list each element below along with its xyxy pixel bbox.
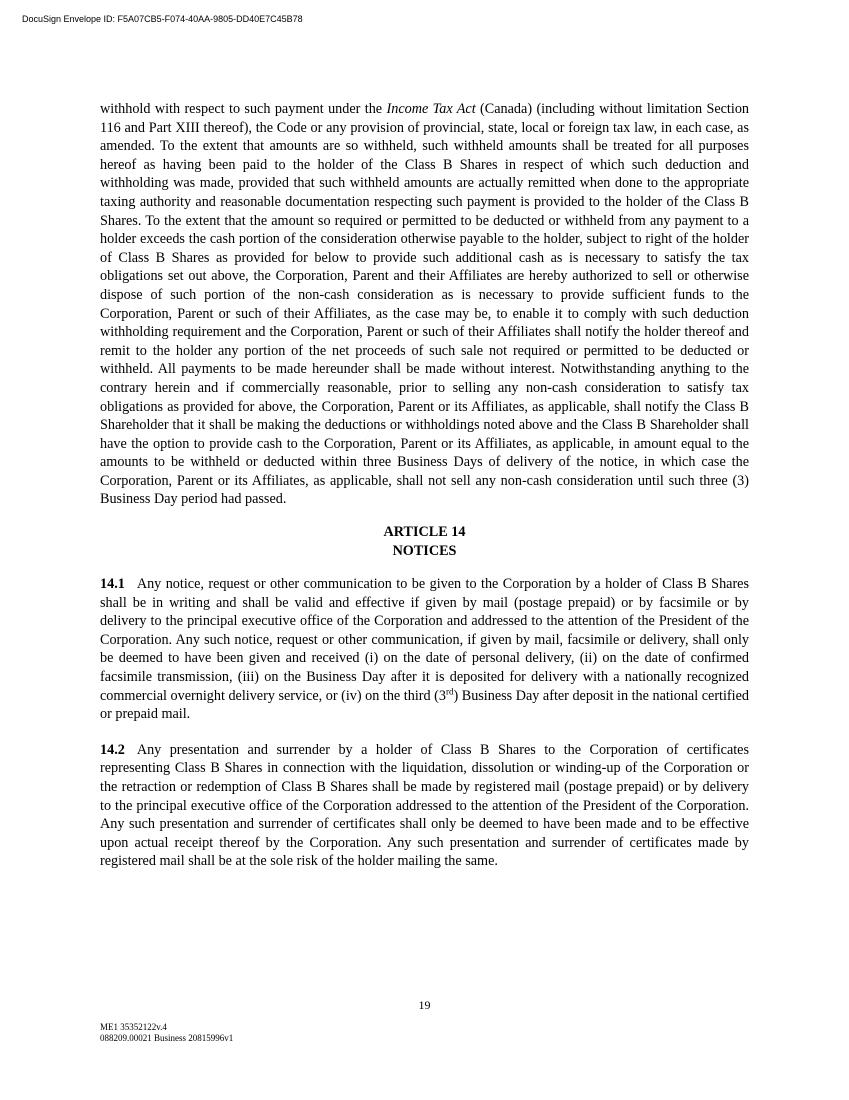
watermark: · · · · · · · · · · · · · · · · · · · · — [340, 406, 386, 484]
paragraph-text-rest: (Canada) (including without limitation Section 116 and Part XIII thereof), the Code or any provision of provincial, state, local or foreign tax law, in each case, as amended. To the extent that amounts are so withheld, such withheld amounts shall be treated for all purposes hereof as having been paid to the holder of the Class B Shares in respect of which such deduction and withholding was made, provided that such withheld amounts are actually remitted when done to the appropriate taxing authority and reasonable documentation respecting such payment is provided to the holder of the Class B Shares. To the extent that the amount so required or permitted to be deducted or withheld from any payment to a holder exceeds the cash portion of the consideration otherwise payable to the holder, subject to right of the holder of Class B Shares as provided for below to provide such additional cash as is necessary to satisfy the tax obligations set out above, the Corporation, Parent and their Affiliates are hereby authorized to sell or otherwise dispose of such portion of the non-cash consideration as is necessary to provide sufficient funds to the Corporation, Parent or such of their Affiliates, as the case may be, to enable it to comply with such deduction withholding requirement and the Corporation, Parent or such of their Affiliates shall notify the holder thereof and remit to the holder any portion of the net proceeds of such sale not required or permitted to be deducted or withheld. All payments to be made hereunder shall be made without interest. Notwithstanding anything to the contrary herein and if commercially reasonable, prior to selling any non-cash consideration to satisfy tax obligations as provided for above, the Corporation, Parent or its Affiliates, as applicable, shall notify the Class B Shareholder that it shall be making the deductions or withholdings noted above and the Class B Shareholder shall have the option to provide cash to the Corporation, Parent or its Affiliates, as applicable, in amount equal to the amounts to be withheld or deducted within three Business Days of delivery of the notice, in which case the Corporation, Parent or its Affiliates, as applicable, shall not sell any non-cash consideration until such three (3) Business Day period had passed. — [100, 101, 750, 508]
section-number: 14.1 — [100, 576, 125, 593]
doc-ref-1: ME1 35352122v.4 — [100, 1022, 167, 1032]
section-text: Any presentation and surrender by a holder of Class B Shares to the Corporation of certificates representing Class B Shares in connection with the liquidation, dissolution or winding-up of the Corporation or the retraction or redemption of Class B Shares shall be made by registered mail (postage prepaid) or by delivery to the principal executive office of the Corporation addressed to the attention of the President of the Corporation. Any such presentation and surrender of certificates shall only be deemed to have been made and to be effective upon actual receipt thereof by the Corporation. Any such presentation and surrender of certificates made by registered mail shall be at the sole risk of the holder mailing the same. — [100, 741, 749, 870]
document-body — [100, 100, 749, 871]
document-footer — [100, 1022, 233, 1044]
article-title: NOTICES — [392, 543, 457, 560]
article-number: ARTICLE 14 — [383, 524, 466, 541]
section-text: Any notice, request or other communication to be given to the Corporation by a holder of Class B Shares shall be in writing and shall be valid and effective if given by mail (postage prepaid) or by facsimile or by delivery to the principal executive office of the Corporation and addressed to the attention of the President of the Corporation. Any such notice, request or other communication, if given by mail, facsimile or delivery, shall only be deemed to have been given and received (i) on the date of personal delivery, (ii) on the date of confirmed facsimile transmission, (iii) on the Business Day after it is deposited for delivery with a nationally recognized commercial overnight delivery service, or (iv) on the third (3 — [100, 576, 749, 704]
paragraph-text-start: withhold with respect to such payment under the — [100, 101, 387, 117]
section-14-2 — [100, 741, 749, 871]
docusign-envelope-id: DocuSign Envelope ID: F5A07CB5-F074-40AA-9805-DD40E7C45B78 — [22, 14, 303, 24]
statute-title: Income Tax Act — [386, 101, 476, 117]
doc-ref-2: 088209.00021 Business 20815996v1 — [100, 1033, 234, 1043]
article-heading — [100, 523, 749, 561]
section-number: 14.2 — [100, 741, 125, 758]
continuation-paragraph — [100, 100, 749, 509]
section-14-1 — [100, 575, 749, 724]
page-number: 19 — [418, 998, 431, 1012]
superscript-ordinal: rd — [445, 685, 454, 696]
section-text-end: ) Business Day after deposit in the national certified or prepaid mail. — [100, 687, 749, 723]
